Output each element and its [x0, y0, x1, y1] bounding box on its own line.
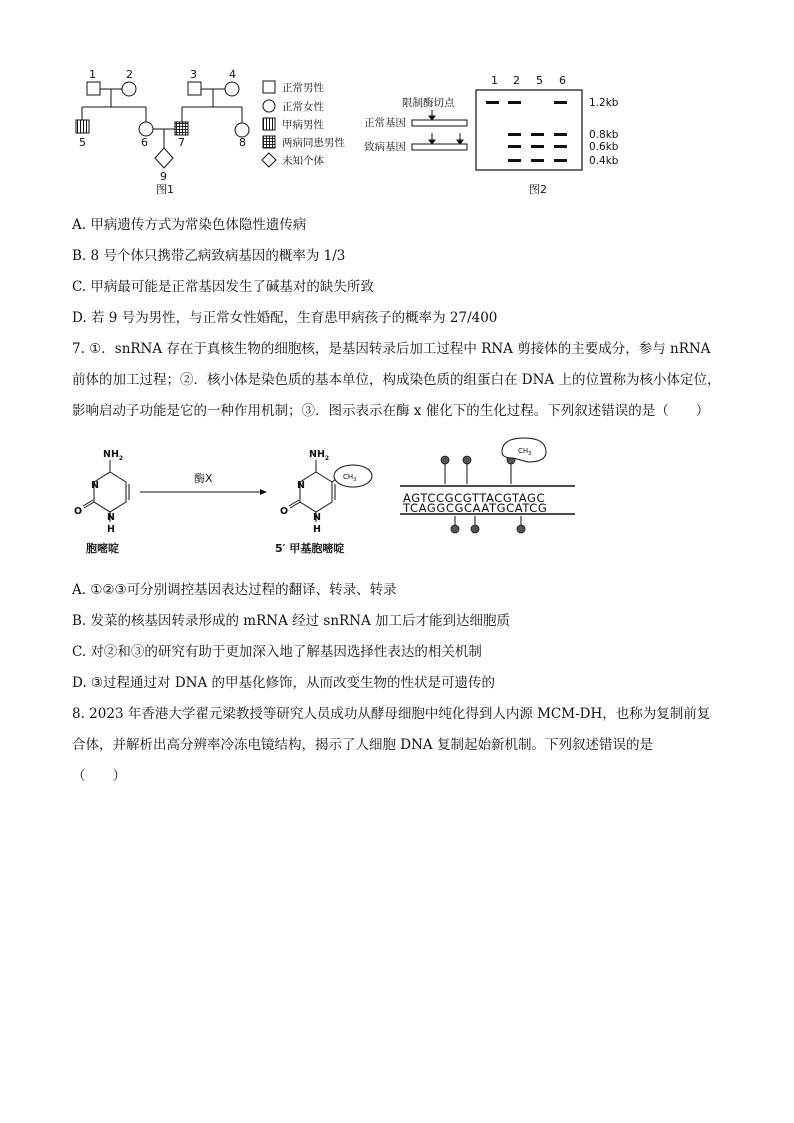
figure-row-genetics — [70, 62, 630, 202]
id-label-4: 4 — [229, 68, 236, 81]
id-label-1: 1 — [89, 68, 96, 81]
id-label-6: 6 — [141, 136, 148, 149]
disease-gene-label: 致病基因 — [364, 141, 406, 153]
pedigree-lines — [82, 89, 242, 148]
legend-disease-a-male: 甲病男性 — [282, 119, 324, 131]
dna-bottom-strand: TCAGGCGCAATGCATCG — [403, 501, 548, 515]
legend-disease-a-male-symbol — [263, 118, 275, 130]
q7-option-c[interactable]: C. 对②和③的研究有助于更加深入地了解基因选择性表达的相关机制 — [72, 644, 482, 660]
q7-stem-line-3: 影响启动子功能是它的一种作用机制；③．图示表示在酶 x 催化下的生化过程。下列叙述错误的是（ ） — [72, 403, 710, 419]
cytosine-n-ring: N — [91, 480, 99, 491]
id-label-2: 2 — [126, 68, 133, 81]
individual-5-disease-a-male — [76, 120, 89, 133]
cut-arrows — [429, 110, 463, 144]
cytosine-n-bottom: N — [107, 512, 115, 523]
cytosine-nh2: $NH_2$ — [103, 449, 124, 462]
legend-both-diseases-symbol — [263, 136, 275, 148]
lane-label-5: 5 — [536, 74, 543, 87]
size-label-1.2kb: 1.2kb — [589, 97, 619, 109]
id-label-7: 7 — [178, 136, 185, 149]
individual-2-normal-female — [122, 82, 136, 96]
q6-option-d[interactable]: D. 若 9 号为男性，与正常女性婚配，生育患甲病孩子的概率为 27/400 — [72, 310, 498, 326]
individual-8-normal-female — [235, 123, 249, 137]
methyl-group-label: $CH_3$ — [343, 473, 357, 483]
q7-option-a[interactable]: A. ①②③可分别调控基因表达过程的翻译、转录、转录 — [72, 582, 397, 598]
enzyme-label: 酶X — [194, 472, 213, 485]
q7-stem-line-1: 7. ①．snRNA 存在于真核生物的细胞核，是基因转录后加工过程中 RNA 剪接体的主要成分，参与 nRNA — [72, 341, 711, 357]
methylcytosine-n-ring: N — [297, 480, 305, 491]
q6-option-c[interactable]: C. 甲病最可能是正常基因发生了碱基对的缺失所致 — [72, 279, 374, 295]
size-label-0.4kb: 0.4kb — [589, 155, 619, 167]
legend-both-diseases-male: 两病同患男性 — [282, 137, 345, 149]
individual-7-both-diseases-male — [175, 122, 188, 135]
legend-normal-male-symbol — [263, 81, 275, 93]
id-label-8: 8 — [239, 136, 246, 149]
legend-unknown-symbol — [262, 153, 276, 167]
q7-option-b[interactable]: B. 发菜的核基因转录形成的 mRNA 经过 snRNA 加工后才能到达细胞质 — [72, 613, 511, 629]
methylcytosine-structure — [289, 460, 372, 522]
lane-label-6: 6 — [559, 74, 566, 87]
individual-3-normal-male — [188, 82, 201, 95]
methylcytosine-label: 5′ 甲基胞嘧啶 — [275, 542, 345, 555]
normal-gene-label: 正常基因 — [364, 117, 406, 129]
lane-label-2: 2 — [513, 74, 520, 87]
id-label-9: 9 — [160, 170, 167, 183]
individual-1-normal-male — [87, 82, 100, 95]
fig1-caption: 图1 — [156, 183, 174, 196]
cytosine-structure — [83, 460, 129, 522]
q8-stem-line-3: （ ） — [72, 768, 126, 784]
size-label-0.8kb: 0.8kb — [589, 129, 619, 141]
reaction-arrowhead — [260, 489, 267, 495]
individual-6-normal-female — [139, 122, 153, 136]
dna-top-strand: AGTCCGCGTTACGTAGC — [403, 491, 546, 505]
q7-option-d[interactable]: D. ③过程通过对 DNA 的甲基化修饰，从而改变生物的性状是可遗传的 — [72, 675, 495, 691]
id-label-3: 3 — [190, 68, 197, 81]
cytosine-label: 胞嘧啶 — [86, 542, 119, 555]
cytosine-h: H — [107, 524, 115, 535]
fig2-caption: 图2 — [529, 183, 547, 196]
id-label-5: 5 — [79, 136, 86, 149]
q7-stem-line-2: 前体的加工过程；②．核小体是染色质的基本单位，构成染色质的组蛋白在 DNA 上的位置称为核小体定位， — [72, 372, 721, 388]
methylcytosine-h: H — [313, 524, 321, 535]
q8-stem-line-2: 合体，并解析出高分辨率冷冻电镜结构，揭示了人细胞 DNA 复制起始新机制。下列叙述错误的是 — [72, 737, 653, 753]
legend-normal-male: 正常男性 — [282, 82, 324, 94]
q8-stem-line-1: 8. 2023 年香港大学翟元梁教授等研究人员成功从酵母细胞中纯化得到人内源 MCM-DH，也称为复制前复 — [72, 706, 711, 722]
cut-site-label: 限制酶切点 — [402, 97, 455, 109]
disease-gene-bar — [412, 144, 467, 150]
individual-9-unknown — [155, 148, 173, 168]
legend-unknown: 未知个体 — [282, 155, 324, 167]
methylcytosine-nh2: $NH_2$ — [309, 449, 330, 462]
legend-normal-female-symbol — [263, 100, 275, 112]
cytosine-o: O — [74, 506, 83, 517]
methyl-callout-label: $CH_3$ — [518, 447, 532, 457]
size-label-0.6kb: 0.6kb — [589, 141, 619, 153]
legend-normal-female: 正常女性 — [282, 101, 324, 113]
methylcytosine-n-bottom: N — [313, 512, 321, 523]
methylcytosine-o: O — [280, 506, 289, 517]
normal-gene-bar — [412, 120, 467, 126]
q6-option-a[interactable]: A. 甲病遗传方式为常染色体隐性遗传病 — [72, 217, 307, 233]
q6-option-b[interactable]: B. 8 号个体只携带乙病致病基因的概率为 1/3 — [72, 248, 346, 264]
lane-label-1: 1 — [491, 74, 498, 87]
figure-methylation — [70, 432, 590, 562]
individual-4-normal-female — [225, 82, 239, 96]
